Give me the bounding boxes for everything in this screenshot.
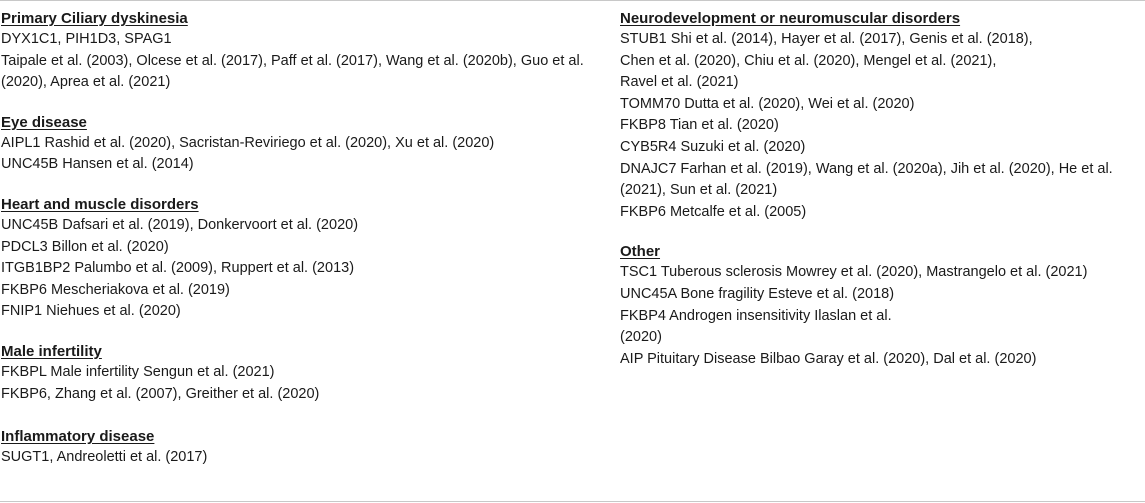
section-heading: Male infertility	[1, 342, 102, 360]
entry-line: UNC45B Hansen et al. (2014)	[1, 156, 194, 173]
entry-line: FKBP6 Mescheriakova et al. (2019)	[1, 281, 230, 298]
section-male-infertility	[1, 341, 607, 405]
entry-line: UNC45B Dafsari et al. (2019), Donkervoort et al. (2020)	[1, 216, 359, 233]
entry-line: FKBP8 Tian et al. (2020)	[620, 117, 779, 134]
section-inflammatory-disease	[1, 426, 607, 469]
entry-line: AIPL1 Rashid et al. (2020), Sacristan-Reviriego et al. (2020), Xu et al. (2020)	[1, 134, 495, 151]
section-primary-ciliary-dyskinesia	[1, 8, 607, 94]
entry-line: FKBP4 Androgen insensitivity Ilaslan et al.	[620, 307, 892, 324]
entry-line: (2021), Sun et al. (2021)	[620, 182, 778, 199]
entry-line: FNIP1 Niehues et al. (2020)	[1, 303, 181, 320]
left-column	[1, 8, 607, 487]
entry-line: DYX1C1, PIH1D3, SPAG1	[1, 31, 172, 47]
entry-line: (2020)	[620, 329, 662, 346]
entry-line: FKBPL Male infertility Sengun et al. (2021)	[1, 363, 275, 380]
entry-line: ITGB1BP2 Palumbo et al. (2009), Ruppert et al. (2013)	[1, 260, 355, 277]
section-heart-muscle	[1, 194, 607, 323]
section-heading: Neurodevelopment or neuromuscular disorders	[620, 10, 961, 27]
section-heading: Eye disease	[1, 113, 87, 131]
entry-line: FKBP6 Metcalfe et al. (2005)	[620, 203, 807, 220]
entry-line: TSC1 Tuberous sclerosis Mowrey et al. (2020), Mastrangelo et al. (2021)	[620, 264, 1088, 281]
section-other	[620, 241, 1143, 370]
section-eye-disease	[1, 112, 607, 176]
entry-line: SUGT1, Andreoletti et al. (2017)	[1, 449, 208, 466]
section-heading: Inflammatory disease	[1, 428, 155, 446]
entry-line: DNAJC7 Farhan et al. (2019), Wang et al. (2020a), Jih et al. (2020), He et al.	[620, 160, 1113, 177]
entry-line: Chen et al. (2020), Chiu et al. (2020), Mengel et al. (2021),	[620, 52, 997, 69]
right-column	[620, 8, 1143, 388]
section-neurodevelopment	[620, 8, 1143, 223]
entry-line: TOMM70 Dutta et al. (2020), Wei et al. (2020)	[620, 95, 915, 112]
table-top-border	[0, 0, 1145, 1]
entry-line: AIP Pituitary Disease Bilbao Garay et al. (2020), Dal et al. (2020)	[620, 350, 1037, 367]
section-heading: Other	[620, 243, 661, 261]
entry-line: PDCL3 Billon et al. (2020)	[1, 238, 169, 255]
entry-line: STUB1 Shi et al. (2014), Hayer et al. (2017), Genis et al. (2018),	[620, 31, 1033, 47]
entry-line: UNC45A Bone fragility Esteve et al. (2018)	[620, 285, 895, 302]
table-bottom-border	[0, 501, 1145, 502]
entry-line: FKBP6, Zhang et al. (2007), Greither et al. (2020)	[1, 385, 320, 402]
entry-line: (2020), Aprea et al. (2021)	[1, 74, 171, 91]
entry-line: Taipale et al. (2003), Olcese et al. (2017), Paff et al. (2017), Wang et al. (2020b), Guo et al.	[1, 52, 584, 69]
entry-line: Ravel et al. (2021)	[620, 74, 739, 91]
section-heading: Heart and muscle disorders	[1, 195, 199, 213]
section-heading: Primary Ciliary dyskinesia	[1, 10, 188, 27]
entry-line: CYB5R4 Suzuki et al. (2020)	[620, 138, 806, 155]
